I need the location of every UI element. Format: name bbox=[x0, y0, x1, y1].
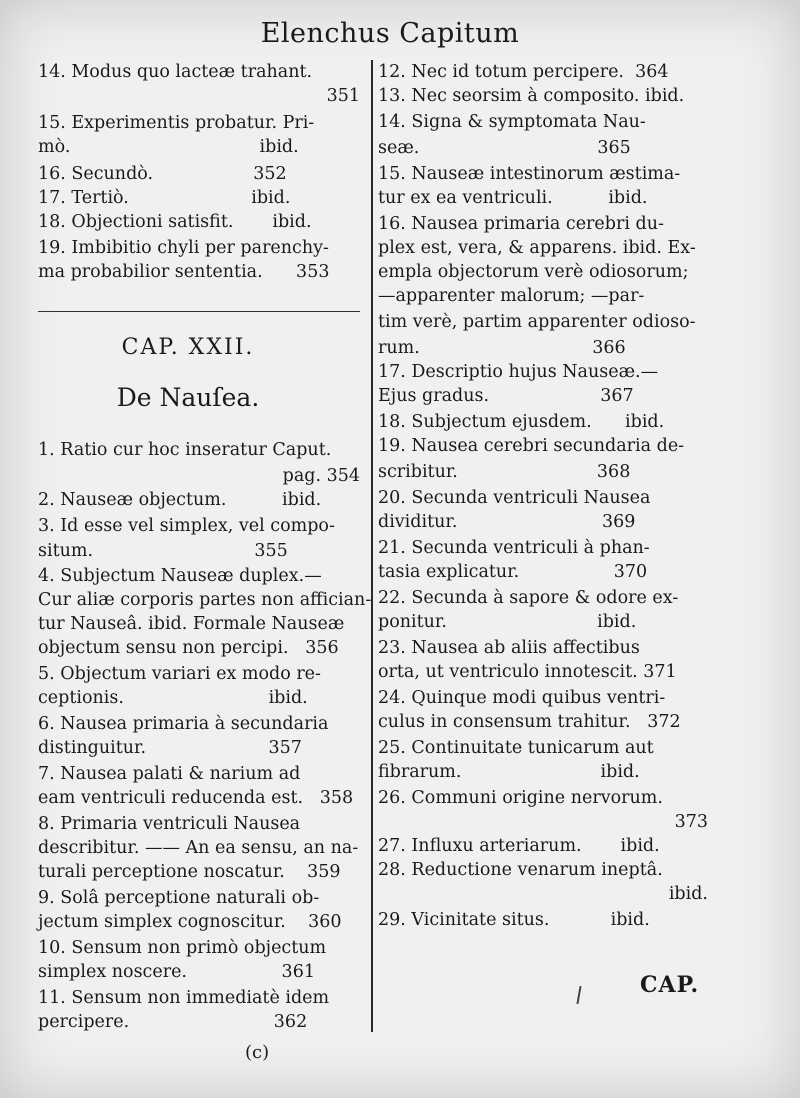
signature-mark: (c) bbox=[245, 1042, 270, 1063]
toc-line: 26. Communi origine nervorum. bbox=[378, 788, 663, 808]
toc-line: 27. Influxu arteriarum. ibid. bbox=[378, 836, 660, 856]
toc-line: objectum sensu non percipi. 356 bbox=[38, 638, 339, 658]
chapter-heading: CAP. XXII. bbox=[121, 335, 255, 360]
toc-line: 16. Secundò. 352 bbox=[38, 164, 287, 184]
section-rule bbox=[38, 311, 360, 312]
toc-line: situm. 355 bbox=[38, 541, 288, 561]
toc-line: ponitur. ibid. bbox=[378, 612, 637, 632]
toc-line: —apparenter malorum; —par- bbox=[378, 286, 645, 306]
toc-line: describitur. —— An ea sensu, an na- bbox=[38, 838, 359, 858]
toc-line: tur ex ea ventriculi. ibid. bbox=[378, 188, 648, 208]
toc-line: 28. Reductione venarum ineptâ. bbox=[378, 860, 663, 880]
toc-line: ibid. bbox=[668, 884, 708, 904]
page-title: Elenchus Capitum bbox=[260, 18, 520, 49]
toc-line: mò. ibid. bbox=[38, 137, 299, 157]
toc-line: ceptionis. ibid. bbox=[38, 688, 308, 708]
toc-line: 351 bbox=[326, 86, 360, 106]
toc-line: 17. Descriptio hujus Nauseæ.— bbox=[378, 362, 659, 382]
toc-line: rum. 366 bbox=[378, 338, 626, 358]
toc-line: seæ. 365 bbox=[378, 138, 631, 158]
toc-line: 373 bbox=[674, 812, 708, 832]
toc-line: 15. Nauseæ intestinorum æstima- bbox=[378, 164, 681, 184]
toc-line: 24. Quinque modi quibus ventri- bbox=[378, 688, 666, 708]
toc-line: 3. Id esse vel simplex, vel compo- bbox=[38, 516, 335, 536]
toc-line: 12. Nec id totum percipere. 364 bbox=[378, 62, 669, 82]
toc-line: Ejus gradus. 367 bbox=[378, 386, 634, 406]
toc-line: 4. Subjectum Nauseæ duplex.— bbox=[38, 566, 322, 586]
toc-line: 19. Imbibitio chyli per parenchy- bbox=[38, 238, 329, 258]
toc-line: 21. Secunda ventriculi à phan- bbox=[378, 538, 650, 558]
toc-line: simplex noscere. 361 bbox=[38, 962, 315, 982]
toc-line: 11. Sensum non immediatè idem bbox=[38, 988, 330, 1008]
toc-line: pag. 354 bbox=[282, 466, 360, 486]
chapter-title: De Nauſea. bbox=[116, 383, 260, 412]
toc-line: 15. Experimentis probatur. Pri- bbox=[38, 113, 315, 133]
toc-line: 29. Vicinitate situs. ibid. bbox=[378, 910, 650, 930]
ink-mark bbox=[576, 986, 581, 1004]
toc-line: tasia explicatur. 370 bbox=[378, 562, 648, 582]
toc-line: 10. Sensum non primò objectum bbox=[38, 938, 327, 958]
toc-line: 8. Primaria ventriculi Nausea bbox=[38, 814, 301, 834]
toc-line: 14. Modus quo lacteæ trahant. bbox=[38, 62, 313, 82]
toc-line: 2. Nauseæ objectum. ibid. bbox=[38, 490, 322, 510]
toc-line: 17. Tertiò. ibid. bbox=[38, 188, 291, 208]
toc-line: 13. Nec seorsim à composito. ibid. bbox=[378, 86, 685, 106]
toc-line: plex est, vera, & apparens. ibid. Ex- bbox=[378, 238, 696, 258]
toc-line: 14. Signa & symptomata Nau- bbox=[378, 112, 646, 132]
toc-line: 18. Objectioni satisfit. ibid. bbox=[38, 212, 312, 232]
toc-line: jectum simplex cognoscitur. 360 bbox=[38, 912, 342, 932]
toc-line: tur Nauseâ. ibid. Formale Nauseæ bbox=[38, 614, 345, 634]
toc-line: 18. Subjectum ejusdem. ibid. bbox=[378, 412, 665, 432]
toc-line: 25. Continuitate tunicarum aut bbox=[378, 738, 654, 758]
toc-line: fibrarum. ibid. bbox=[378, 762, 640, 782]
toc-line: 20. Secunda ventriculi Nausea bbox=[378, 488, 651, 508]
toc-line: 23. Nausea ab aliis affectibus bbox=[378, 638, 640, 658]
toc-line: 22. Secunda à sapore & odore ex- bbox=[378, 588, 679, 608]
toc-line: 1. Ratio cur hoc inseratur Caput. bbox=[38, 440, 332, 460]
toc-line: tim verè, partim apparenter odioso- bbox=[378, 312, 696, 332]
toc-line: 9. Solâ perceptione naturali ob- bbox=[38, 888, 320, 908]
toc-line: scribitur. 368 bbox=[378, 462, 631, 482]
toc-line: empla objectorum verè odiosorum; bbox=[378, 262, 689, 282]
toc-line: dividitur. 369 bbox=[378, 512, 636, 532]
toc-line: distinguitur. 357 bbox=[38, 738, 302, 758]
toc-line: 16. Nausea primaria cerebri du- bbox=[378, 214, 664, 234]
toc-line: culus in consensum trahitur. 372 bbox=[378, 712, 681, 732]
toc-line: Cur aliæ corporis partes non affician- bbox=[38, 590, 372, 610]
toc-line: orta, ut ventriculo innotescit. 371 bbox=[378, 662, 677, 682]
toc-line: 5. Objectum variari ex modo re- bbox=[38, 664, 321, 684]
toc-line: percipere. 362 bbox=[38, 1012, 308, 1032]
catchword: CAP. bbox=[640, 972, 700, 998]
toc-line: eam ventriculi reducenda est. 358 bbox=[38, 788, 354, 808]
toc-line: 19. Nausea cerebri secundaria de- bbox=[378, 436, 685, 456]
toc-line: ma probabilior sententia. 353 bbox=[38, 262, 330, 282]
column-divider bbox=[371, 60, 373, 1032]
toc-line: 6. Nausea primaria à secundaria bbox=[38, 714, 329, 734]
toc-line: turali perceptione noscatur. 359 bbox=[38, 862, 341, 882]
toc-line: 7. Nausea palati & narium ad bbox=[38, 764, 301, 784]
